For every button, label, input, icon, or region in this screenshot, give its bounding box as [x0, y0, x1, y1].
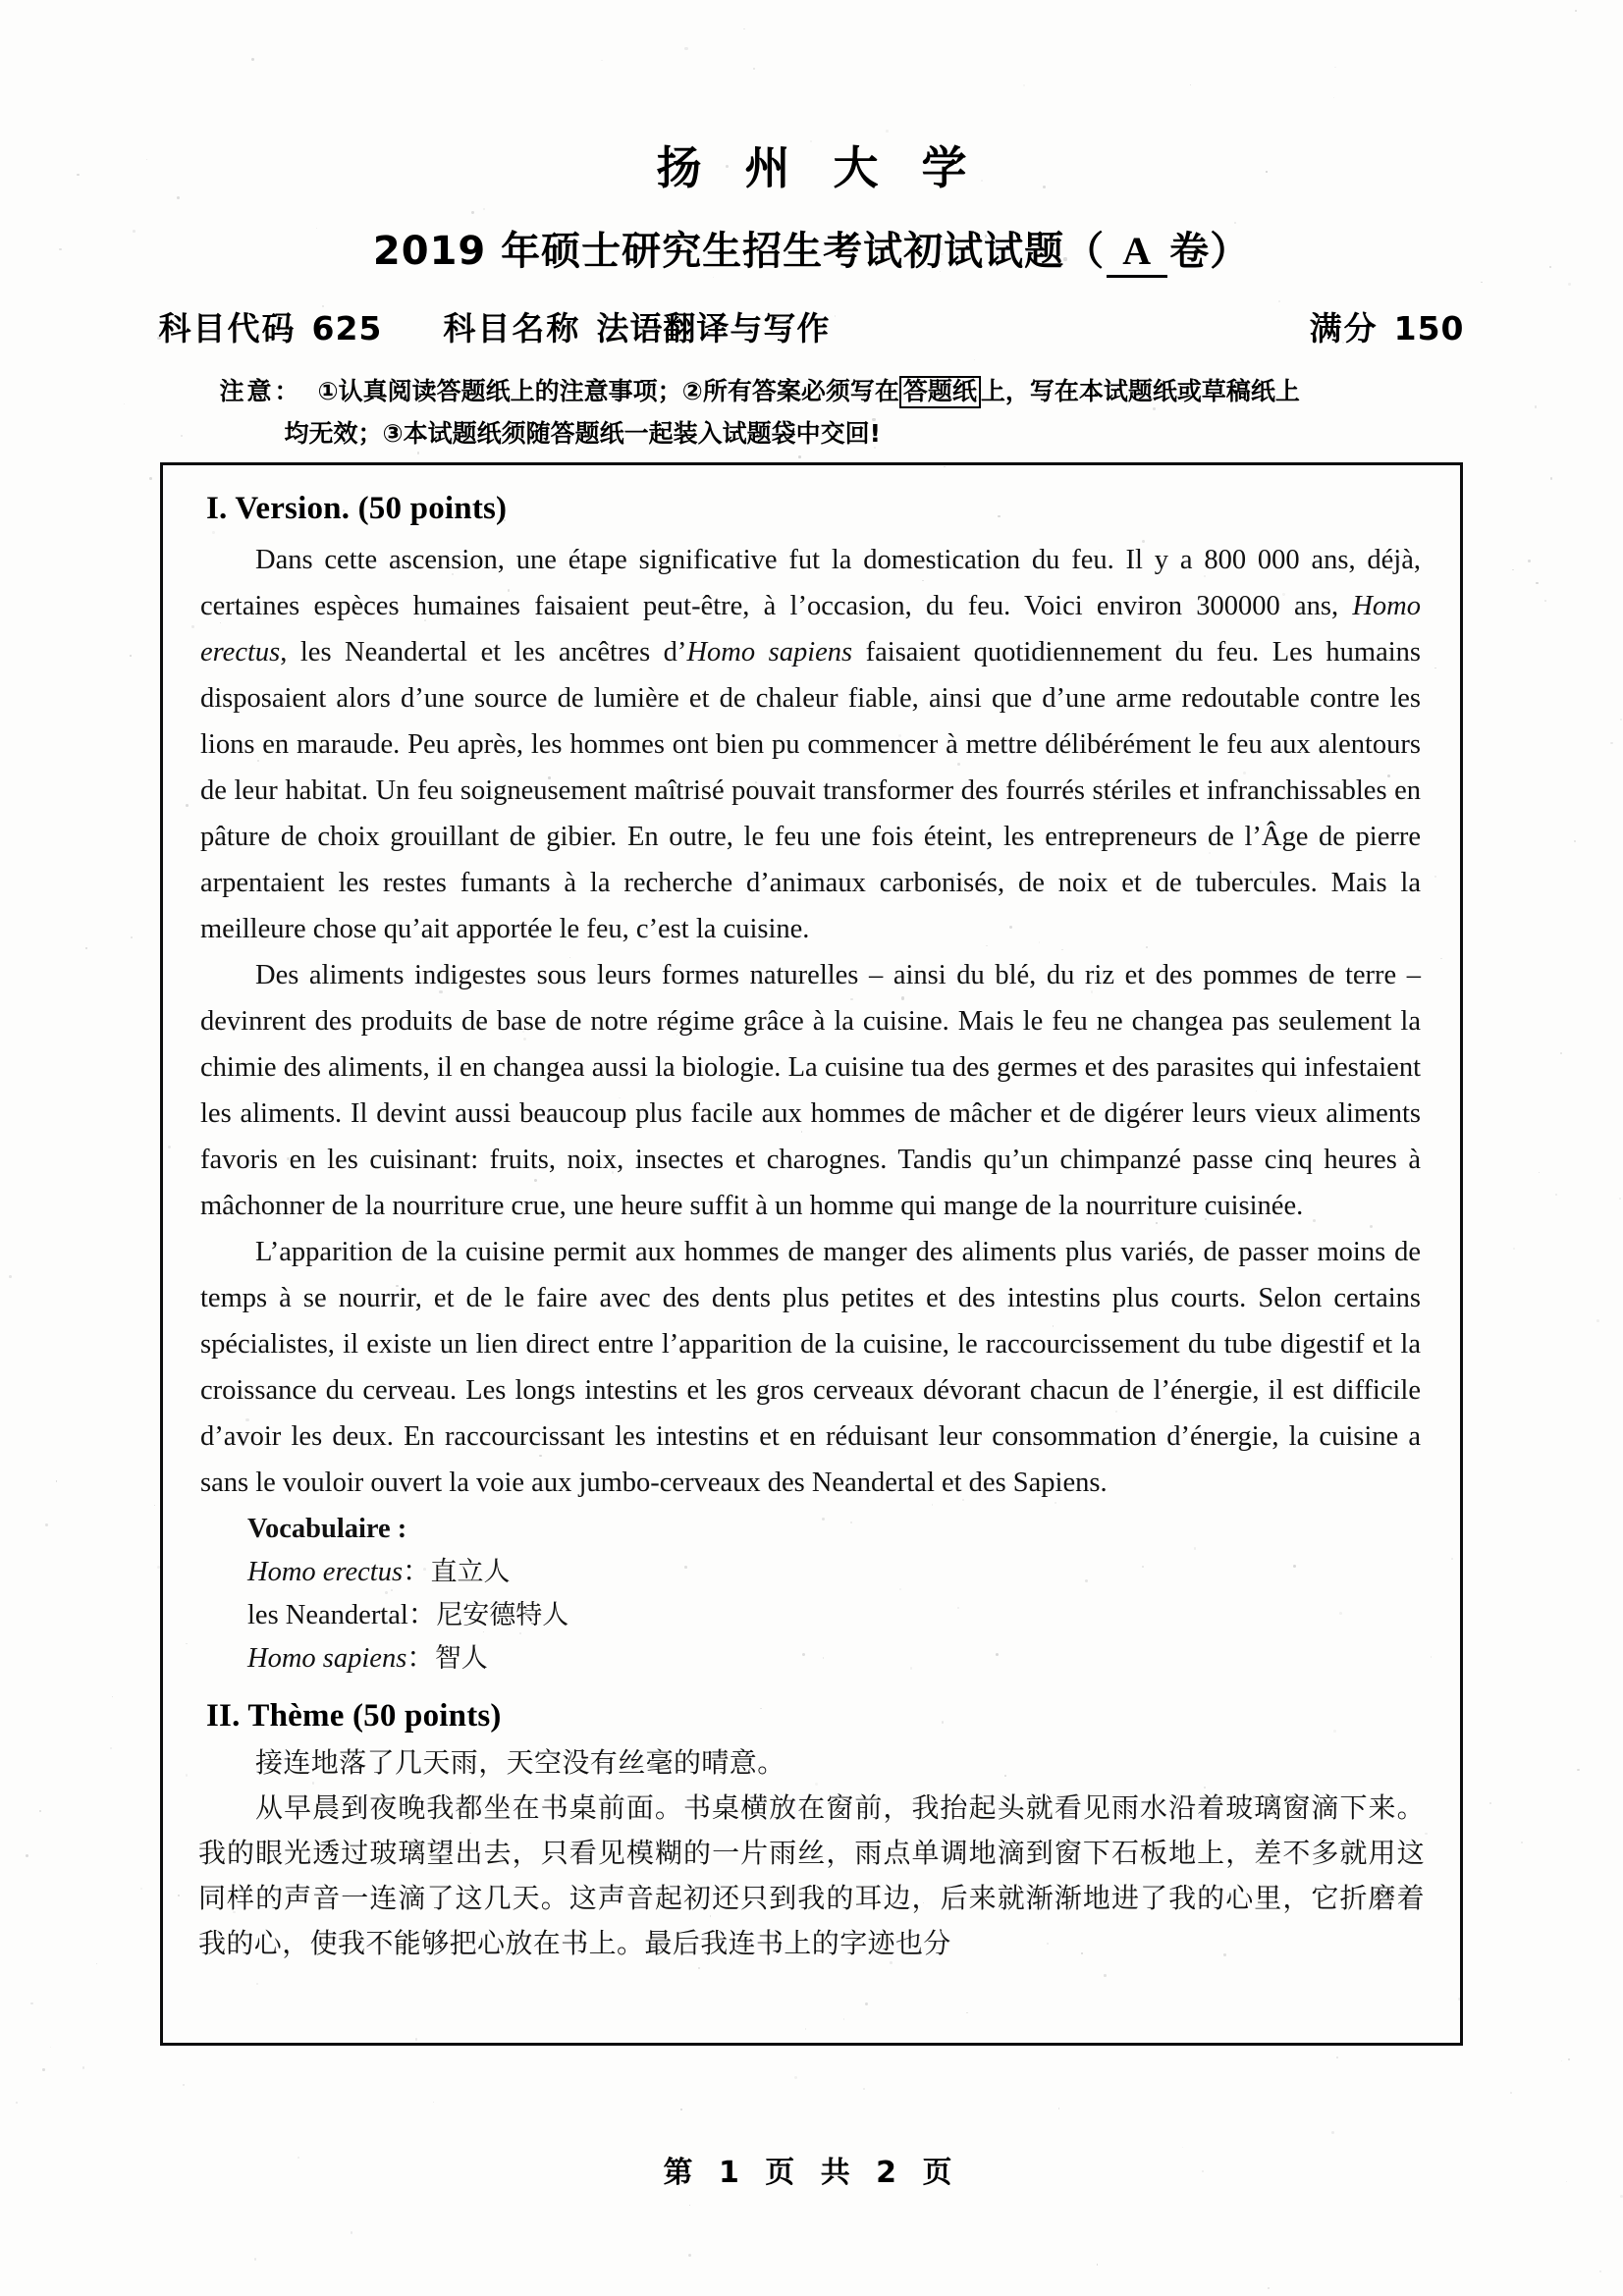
page-footer: 第 1 页 共 2 页 [663, 2156, 960, 2190]
notice-label: 注意： [219, 377, 302, 405]
vocab-gloss: 尼安德特人 [436, 1599, 569, 1630]
vocabulaire-list [247, 1508, 1427, 1681]
answer-sheet-boxed-term: 答题纸 [899, 376, 981, 408]
notice-line1-part2: 上，写在本试题纸或草稿纸上 [980, 377, 1300, 405]
vocab-gloss: 直立人 [430, 1556, 511, 1587]
full-marks-label: 满分 [1309, 309, 1379, 347]
subject-code-label: 科目代码 [158, 309, 297, 347]
vocab-term: Homo sapiens [247, 1642, 407, 1674]
version-paragraph-2: Des aliments indigestes sous leurs formes naturelles – ainsi du blé, du riz et des pommes de terre – devinrent des produits de base de notre régime grâce à la cuisine. Mais le feu ne changea pas seulement la chimie des aliments, il en changea aussi la biologie. La cuisine tua des germes et des parasites qui infestaient les aliments. Il devint aussi beaucoup plus facile aux hommes de mâcher et de digérer leurs vieux aliments favoris en les cuisinant: fruits, noix, insectes et charognes. Tandis qu’un chimpanzé passe cinq heures à mâchonner de la nourriture crue, une heure suffit à un homme qui mange de la nourriture cuisinée. [200, 959, 1421, 1221]
section-heading-theme: II. Thème (50 points) [206, 1697, 502, 1734]
vocab-separator: ： [403, 1556, 431, 1587]
subject-name-label: 科目名称 [443, 309, 581, 347]
version-paragraph-3: L’apparition de la cuisine permit aux hommes de manger des aliments plus variés, de passer moins de temps à se nourrir, et de le faire avec des dents plus petites et des intestins plus courts. Selon certains spécialistes, il existe un lien direct entre l’apparition de la cuisine, le raccourcissement du tube digestif et la croissance du cerveau. Les longs intestins et les gros cerveaux dévorant chacun de l’énergie, il est difficile d’avoir les deux. En raccourcissant les intestins et en réduisant leur consommation d’énergie, la cuisine a sans le vouloir ouvert la voie aux jumbo-cerveaux des Neandertal et des Sapiens. [200, 1236, 1421, 1498]
vocab-term: Homo erectus [247, 1556, 404, 1587]
vocabulaire-heading: Vocabulaire : [247, 1513, 407, 1544]
vocab-separator: ： [407, 1599, 437, 1630]
exam-title [125, 220, 1499, 278]
section-heading-version: I. Version. (50 points) [206, 490, 508, 526]
vocab-gloss: 智人 [434, 1642, 488, 1674]
exam-notice [179, 371, 1445, 454]
version-paragraph-1: Dans cette ascension, une étape significative fut la domestication du feu. Il y a 800 000 ans, déjà, certaines espèces humaines faisaient peut-être, à l’occasion, du feu. Voici environ 300000 ans, Homo erectus, les Neandertal et les ancêtres d’Homo sapiens faisaient quotidiennement du feu. Les humains disposaient alors d’une source de lumière et de chaleur fiable, ainsi que d’une arme redoutable contre les lions en maraude. Peu après, les hommes ont bien pu commencer à mettre délibérément le feu aux alentours de leur habitat. Un feu soigneusement maîtrisé pouvait transformer des fourrés stériles et infranchissables en pâture de choix grouillant de gibier. En outre, le feu une fois éteint, les entrepreneurs de l’Âge de pierre arpentaient les restes fumants à la recherche d’animaux carbonisés, de noix et de tubercules. Mais la meilleure chose qu’ait apportée le feu, c’est la cuisine. [200, 544, 1422, 944]
full-marks-value: 150 [1393, 309, 1465, 347]
vocab-item [247, 1594, 1427, 1637]
notice-line1-part1: ①认真阅读答题纸上的注意事项；②所有答案必须写在 [317, 377, 899, 405]
theme-paragraph-2: 从早晨到夜晚我都坐在书桌前面。书桌横放在窗前，我抬起头就看见雨水沿着玻璃窗滴下来。我的眼光透过玻璃望出去，只看见模糊的一片雨丝，雨点单调地滴到窗下石板地上，差不多就用这同样的声音一连滴了这几天。这声音起初还只到我的耳边，后来就渐渐地进了我的心里，它折磨着我的心，使我不能够把心放在书上。最后我连书上的字迹也分 [198, 1790, 1425, 1959]
vocab-separator: ： [406, 1642, 435, 1674]
exam-content-box [160, 462, 1463, 2046]
paper-version-value: A [1107, 228, 1167, 278]
theme-paragraph-1: 接连地落了几天雨，天空没有丝毫的晴意。 [255, 1745, 785, 1779]
vocab-item [247, 1551, 1427, 1594]
exam-title-prefix: 2019 年硕士研究生招生考试初试试题（ [372, 229, 1106, 274]
vocab-item [247, 1637, 1427, 1681]
page-header [125, 0, 1499, 454]
vocab-term: les Neandertal [247, 1599, 408, 1630]
subject-info-row [159, 303, 1465, 349]
exam-title-suffix: 卷） [1169, 229, 1251, 274]
subject-name-value: 法语翻译与写作 [596, 309, 831, 347]
notice-line2: 均无效；③本试题纸须随答题纸一起装入试题袋中交回! [284, 419, 882, 449]
university-name: 扬 州 大 学 [656, 141, 981, 194]
subject-code-value: 625 [311, 309, 383, 347]
